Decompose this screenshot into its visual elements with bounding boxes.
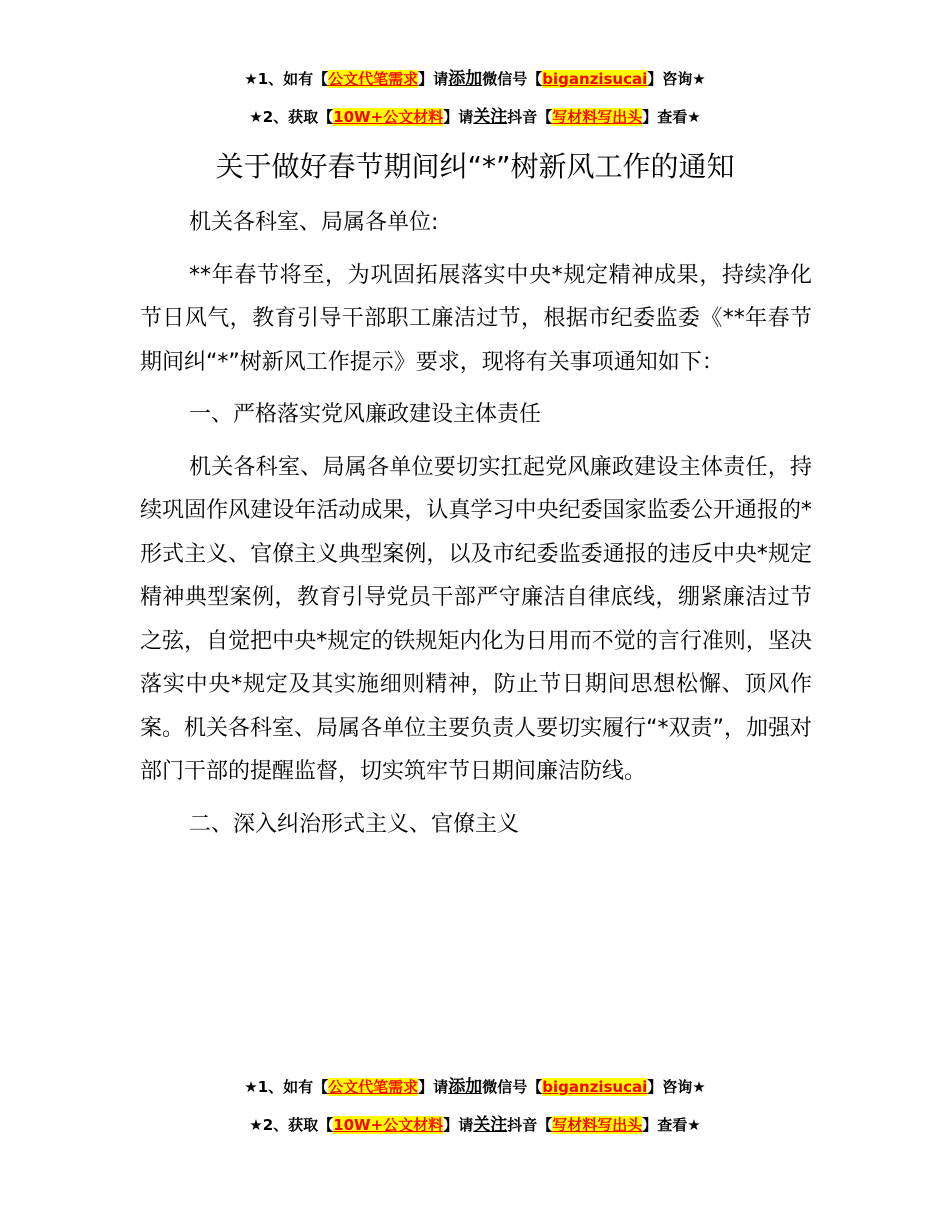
promo-highlight: 10W+公文材料 <box>333 1116 444 1134</box>
section-1-body: 机关各科室、局属各单位要切实扛起党风廉政建设主体责任，持续巩固作风建设年活动成果，认真学习中央纪委国家监委公开通报的*形式主义、官僚主义典型案例，以及市纪委监委通报的违反中央*规定精神典型案例，教育引导党员干部严守廉洁自律底线，绷紧廉洁过节之弦，自觉把中央*规定的铁规矩内化为日用而不觉的言行准则，坚决落实中央*规定及其实施细则精神，防止节日期间思想松懈、顶风作案。机关各科室、局属各单位主要负责人要切实履行“*双责”，加强对部门干部的提醒监督，切实筑牢节日期间廉洁防线。 <box>140 454 812 784</box>
promo-text: 】咨询★ <box>647 1078 706 1096</box>
promo-text: 】查看★ <box>642 108 701 126</box>
promo-underlined: 添加 <box>448 69 483 89</box>
promo-text: 微信号【 <box>482 1078 543 1096</box>
promo-text: 】请 <box>443 1116 474 1134</box>
douyin-id-highlight: 写材料写出头 <box>552 1116 643 1134</box>
promo-highlight: 10W+公文材料 <box>333 108 444 126</box>
promo-text: 】请 <box>418 1078 449 1096</box>
promo-text: ★1、如有【 <box>244 70 329 88</box>
wechat-id-highlight: biganzisucai <box>542 1078 648 1096</box>
salutation: 机关各科室、局属各单位: <box>189 210 439 235</box>
header-promo-line-1 <box>0 69 950 89</box>
promo-text: ★2、获取【 <box>249 1116 334 1134</box>
douyin-id-highlight: 写材料写出头 <box>552 108 643 126</box>
promo-text: 】请 <box>418 70 449 88</box>
footer-promo-line-1 <box>0 1077 950 1097</box>
promo-underlined: 添加 <box>448 1077 483 1097</box>
promo-text: 抖音【 <box>507 1116 553 1134</box>
section-1-heading: 一、严格落实党风廉政建设主体责任 <box>189 402 542 427</box>
promo-text: 微信号【 <box>482 70 543 88</box>
document-body <box>140 201 812 846</box>
promo-underlined: 关注 <box>473 1115 508 1135</box>
promo-text: ★1、如有【 <box>244 1078 329 1096</box>
section-2-heading: 二、深入纠治形式主义、官僚主义 <box>189 811 520 837</box>
promo-text: 】咨询★ <box>647 70 706 88</box>
header-promo-line-2 <box>0 107 950 127</box>
promo-text: 】请 <box>443 108 474 126</box>
intro-paragraph: **年春节将至，为巩固拓展落实中央*规定精神成果，持续净化节日风气，教育引导干部职工廉洁过节，根据市纪委监委《**年春节期间纠“*”树新风工作提示》要求，现将有关事项通知如下： <box>140 262 812 375</box>
promo-text: ★2、获取【 <box>249 108 334 126</box>
document-title: 关于做好春节期间纠“*”树新风工作的通知 <box>215 150 735 183</box>
promo-highlight: 公文代笔需求 <box>328 70 419 88</box>
promo-text: 抖音【 <box>507 108 553 126</box>
footer-promo-line-2 <box>0 1115 950 1135</box>
promo-underlined: 关注 <box>473 107 508 127</box>
promo-highlight: 公文代笔需求 <box>328 1078 419 1096</box>
wechat-id-highlight: biganzisucai <box>542 70 648 88</box>
promo-text: 】查看★ <box>642 1116 701 1134</box>
